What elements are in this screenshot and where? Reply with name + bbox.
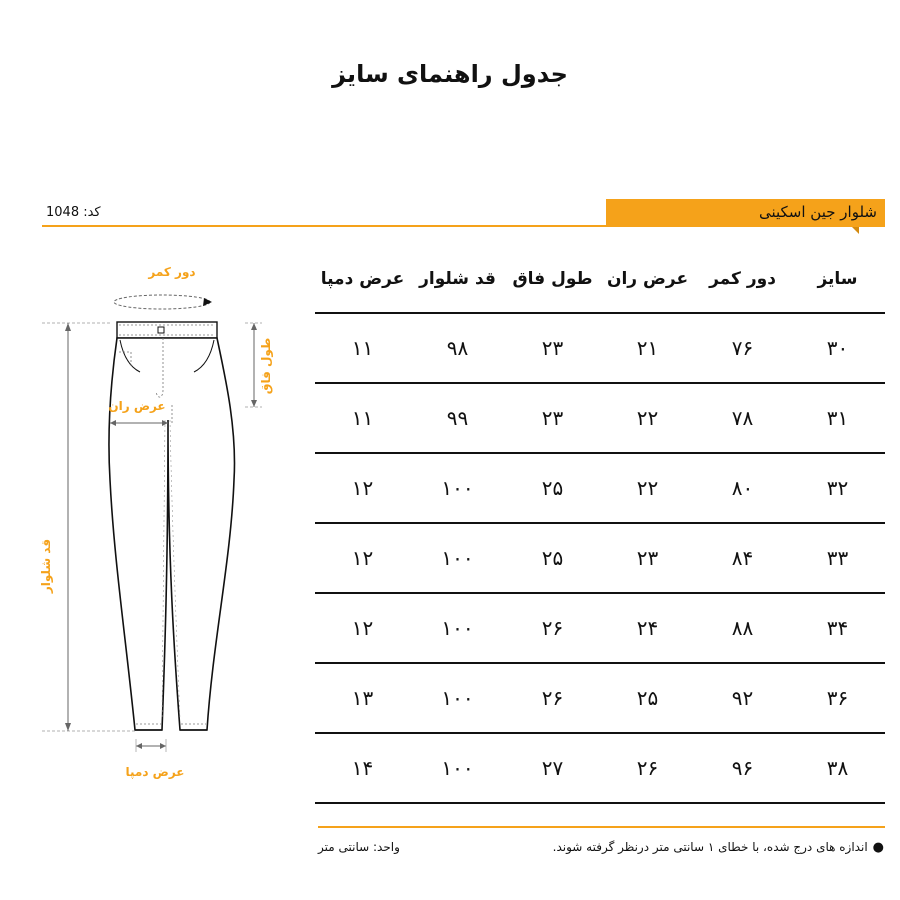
waist-ellipse — [114, 295, 210, 309]
rise-label: طول فاق — [259, 337, 273, 395]
table-cell: ۲۳ — [541, 406, 564, 430]
table-cell: ۱۰۰ — [441, 476, 474, 500]
table-cell: ۲۵ — [541, 476, 564, 500]
table-cell: ۱۰۰ — [441, 686, 474, 710]
table-cell: ۲۵ — [636, 686, 659, 710]
table-row — [315, 594, 885, 664]
jeans-outline — [109, 338, 235, 730]
table-cell: ۳۶ — [826, 686, 849, 710]
footer-divider — [318, 826, 885, 828]
table-cell: ۹۶ — [731, 756, 754, 780]
product-code: کد: 1048 — [46, 205, 101, 220]
table-cell: ۷۸ — [731, 406, 754, 430]
header-length: قد شلوار — [419, 269, 496, 289]
hem-label: عرض دمپا — [125, 765, 185, 779]
table-cell: ۱۳ — [351, 686, 374, 710]
table-cell: ۳۴ — [826, 616, 849, 640]
footer-note-text: اندازه های درج شده، با خطای ۱ سانتی متر درنظر گرفته شوند. — [552, 840, 868, 854]
header-rise: طول فاق — [512, 269, 593, 289]
table-row — [315, 454, 885, 524]
unit-label: واحد: سانتی متر — [318, 840, 400, 854]
thigh-label: عرض ران — [108, 399, 166, 413]
header-waist: دور کمر — [709, 269, 776, 289]
table-cell: ۸۰ — [731, 476, 754, 500]
length-label: قد شلوار — [39, 538, 53, 594]
jeans-diagram — [0, 250, 300, 790]
header-divider — [42, 225, 885, 227]
waist-label: دور کمر — [148, 265, 196, 279]
table-cell: ۲۶ — [541, 686, 564, 710]
header-size: سایز — [817, 269, 858, 289]
table-cell: ۲۶ — [636, 756, 659, 780]
product-name-tab — [606, 199, 885, 226]
table-cell: ۲۲ — [636, 476, 659, 500]
product-name: شلوار جین اسکینی — [758, 203, 877, 221]
table-row — [315, 524, 885, 594]
table-header-row — [315, 246, 885, 314]
table-cell: ۲۳ — [636, 546, 659, 570]
table-cell: ۸۴ — [731, 546, 754, 570]
table-cell: ۲۲ — [636, 406, 659, 430]
table-cell: ۲۵ — [541, 546, 564, 570]
table-cell: ۹۲ — [731, 686, 754, 710]
table-cell: ۱۰۰ — [441, 546, 474, 570]
header-thigh: عرض ران — [606, 269, 689, 289]
table-cell: ۱۲ — [351, 616, 374, 640]
table-cell: ۸۸ — [731, 616, 754, 640]
page-title: جدول راهنمای سایز — [332, 60, 568, 88]
table-cell: ۱۲ — [351, 476, 374, 500]
table-cell: ۲۳ — [541, 336, 564, 360]
table-cell: ۱۴ — [351, 756, 374, 780]
table-cell: ۱۰۰ — [441, 616, 474, 640]
table-cell: ۳۲ — [826, 476, 849, 500]
size-table — [315, 246, 885, 804]
table-cell: ۱۲ — [351, 546, 374, 570]
table-cell: ۱۰۰ — [441, 756, 474, 780]
tab-corner-decoration — [851, 226, 859, 234]
table-row — [315, 384, 885, 454]
waist-arrow-icon — [203, 298, 212, 306]
table-cell: ۳۳ — [826, 546, 849, 570]
table-cell: ۳۱ — [826, 406, 849, 430]
table-cell: ۲۱ — [636, 336, 659, 360]
table-cell: ۳۸ — [826, 756, 849, 780]
table-row — [315, 734, 885, 804]
header-hem: عرض دمپا — [320, 269, 405, 289]
table-cell: ۹۹ — [446, 406, 469, 430]
table-cell: ۱۱ — [351, 336, 374, 360]
table-row — [315, 664, 885, 734]
bullet-icon: ● — [872, 840, 884, 855]
table-cell: ۲۷ — [541, 756, 564, 780]
table-cell: ۷۶ — [731, 336, 754, 360]
table-cell: ۱۱ — [351, 406, 374, 430]
footer-note — [553, 840, 884, 855]
table-cell: ۲۴ — [636, 616, 659, 640]
table-row — [315, 314, 885, 384]
table-cell: ۳۰ — [826, 336, 849, 360]
table-cell: ۲۶ — [541, 616, 564, 640]
table-cell: ۹۸ — [446, 336, 469, 360]
jeans-waistband — [117, 322, 217, 338]
